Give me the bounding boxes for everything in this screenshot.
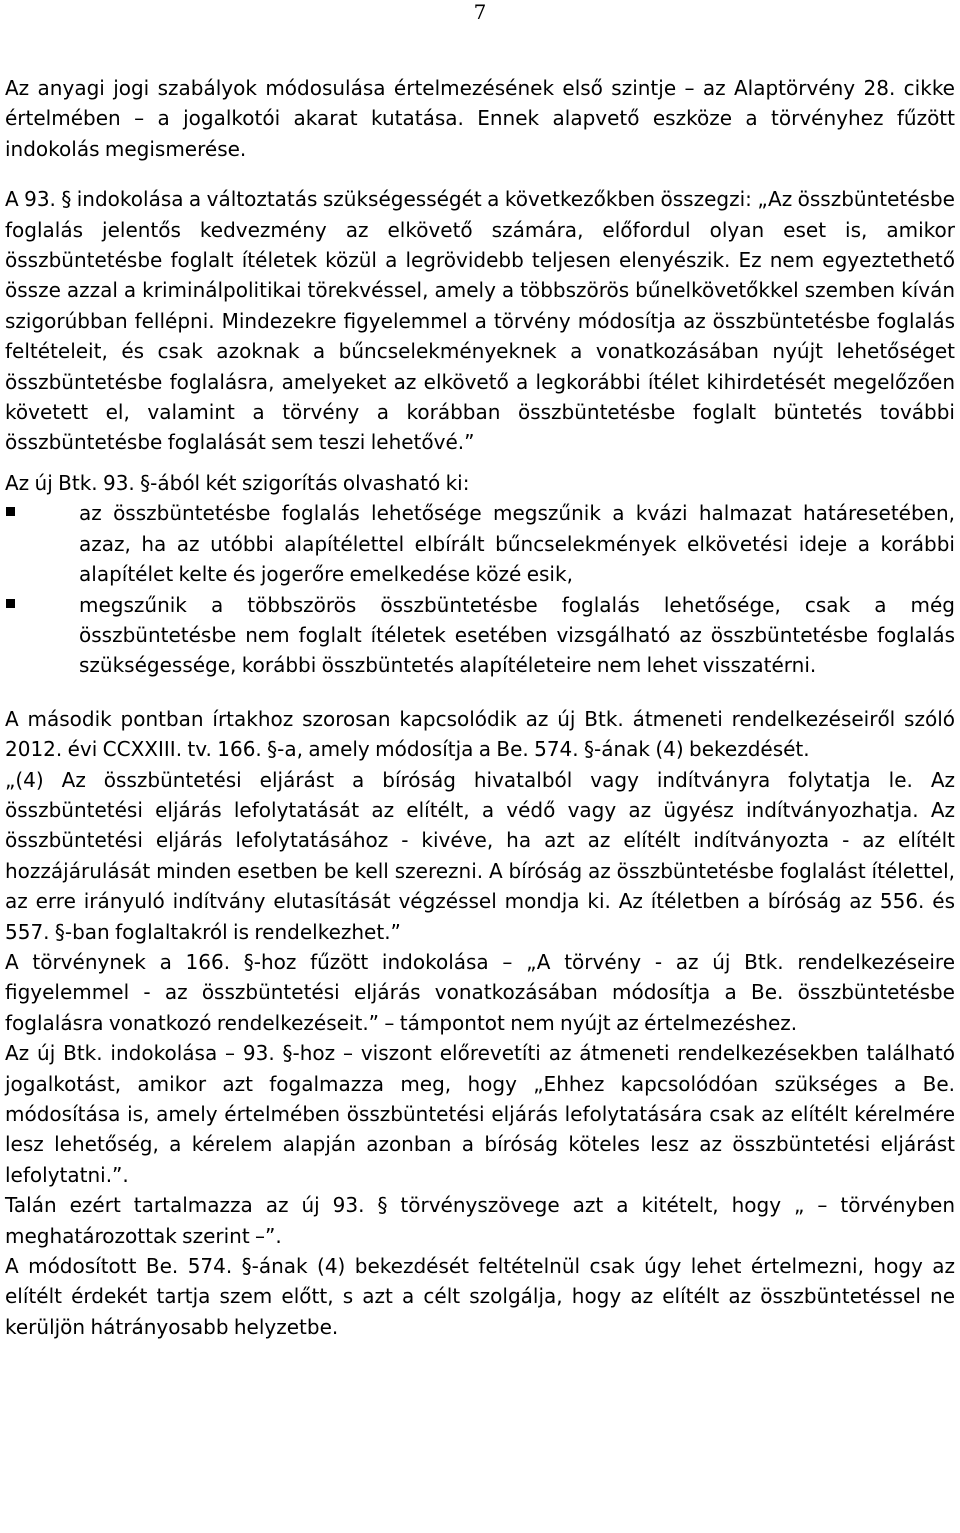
square-bullet-icon	[6, 599, 15, 608]
square-bullet-icon	[6, 507, 15, 516]
paragraph-szigoritas-intro: Az új Btk. 93. §-ából két szigorítás olvasható ki:	[5, 470, 470, 495]
list-item	[5, 498, 955, 589]
list-item-text: megszűnik a többszörös összbüntetésbe foglalás lehetősége, csak a még összbüntetésbe nem foglalt ítéletek esetében vizsgálható az összbüntetésbe foglalás szükségessége, korábbi összbüntetés alapítéleteire nem lehet visszatérni.	[79, 592, 955, 678]
list-item	[5, 590, 955, 681]
list-item-text: az összbüntetésbe foglalás lehetősége megszűnik a kvázi halmazat határesetében, azaz, ha az utóbbi alapítélettel elbírált bűncselekmények elkövetési ideje a korábbi alapítélet kelte és jogerőre emelkedése közé esik,	[79, 501, 955, 587]
paragraph-intro: Az anyagi jogi szabályok módosulása értelmezésének első szintje – az Alaptörvény 28. cikke értelmében – a jogalkotói akarat kutatása. Ennek alapvető eszköze a törvényhez fűzött indokolás megismerése.	[5, 76, 955, 161]
bullet-list	[5, 498, 955, 680]
paragraph-be-574-quote: „(4) Az összbüntetési eljárást a bíróság hivatalból vagy indítványra folytatja le. Az összbüntetési eljárás lefolytatását az elítélt, a védő vagy az ügyész indítványozhatja. Az összbüntetési eljárás lefolytatásához - kivéve, ha azt az elítélt indítványozta - az elítélt hozzájárulását minden esetben be kell szerezni. A bíróság az összbüntetésbe foglalást ítélettel, az erre irányuló indítvány elutasítását végzéssel mondja ki. Az ítéletben a bíróság az 556. és 557. §-ban foglaltakról is rendelkezhet.”	[5, 767, 955, 944]
paragraph-ertelmezes: A módosított Be. 574. §-ának (4) bekezdését feltételnül csak úgy lehet értelmezni, hogy az elítélt érdekét tartja szem előtt, s azt a célt szolgálja, hogy az elítélt az összbüntetéssel ne kerüljön hátrányosabb helyzetbe.	[5, 1254, 955, 1339]
paragraph-masodik-pont: A második pontban írtakhoz szorosan kapcsolódik az új Btk. átmeneti rendelkezéseiről szóló 2012. évi CCXXIII. tv. 166. §-a, amely módosítja a Be. 574. §-ának (4) bekezdését.	[5, 706, 955, 762]
paragraph-93-indokolas: A 93. § indokolása a változtatás szükségességét a következőkben összegzi: „Az összbüntetésbe foglalás jelentős kedvezmény az elkövető számára, előfordul olyan eset is, amikor összbüntetésbe foglalt ítéletek közül a legrövidebb teljesen elenyészik. Ez nem egyeztethető össze azzal a kriminálpolitikai törekvéssel, amely a többszörös bűnelkövetőkkel szemben kíván szigorúbban fellépni. Mindezekre figyelemmel a törvény módosítja az összbüntetésbe foglalás feltételeit, és csak azoknak a bűncselekményeknek a vonatkozásában nyújt lehetőséget összbüntetésbe foglalásra, amelyeket az elkövető a legkorábbi ítélet kihirdetését megelőzően követett el, valamint a törvény a korábban összbüntetésbe foglalt büntetés további összbüntetésbe foglalását sem teszi lehetővé.”	[5, 187, 955, 455]
paragraph-btk-indokolas: Az új Btk. indokolása – 93. §-hoz – viszont előrevetíti az átmeneti rendelkezésekben található jogalkotást, amikor azt fogalmazza meg, hogy „Ehhez kapcsolódóan szükséges a Be. módosítása is, amely értelmében összbüntetési eljárás lefolytatására csak az elítélt kérelmére lesz lehetőség, a kérelem alapján azonban a bíróság köteles lesz az összbüntetési eljárást lefolytatni.”.	[5, 1041, 955, 1187]
paragraph-kitetel: Talán ezért tartalmazza az új 93. § törvényszövege azt a kitételt, hogy „ – törvényben meghatározottak szerint –”.	[5, 1193, 955, 1248]
document-body	[5, 73, 955, 1342]
page-number: 7	[473, 0, 487, 24]
paragraph-166-indokolas: A törvénynek a 166. §-hoz fűzött indokolása – „A törvény - az új Btk. rendelkezéseire figyelemmel - az összbüntetési eljárás vonatkozásában módosítja a Be. összbüntetésbe foglalásra vonatkozó rendelkezéseit.” – támpontot nem nyújt az értelmezéshez.	[5, 949, 955, 1035]
